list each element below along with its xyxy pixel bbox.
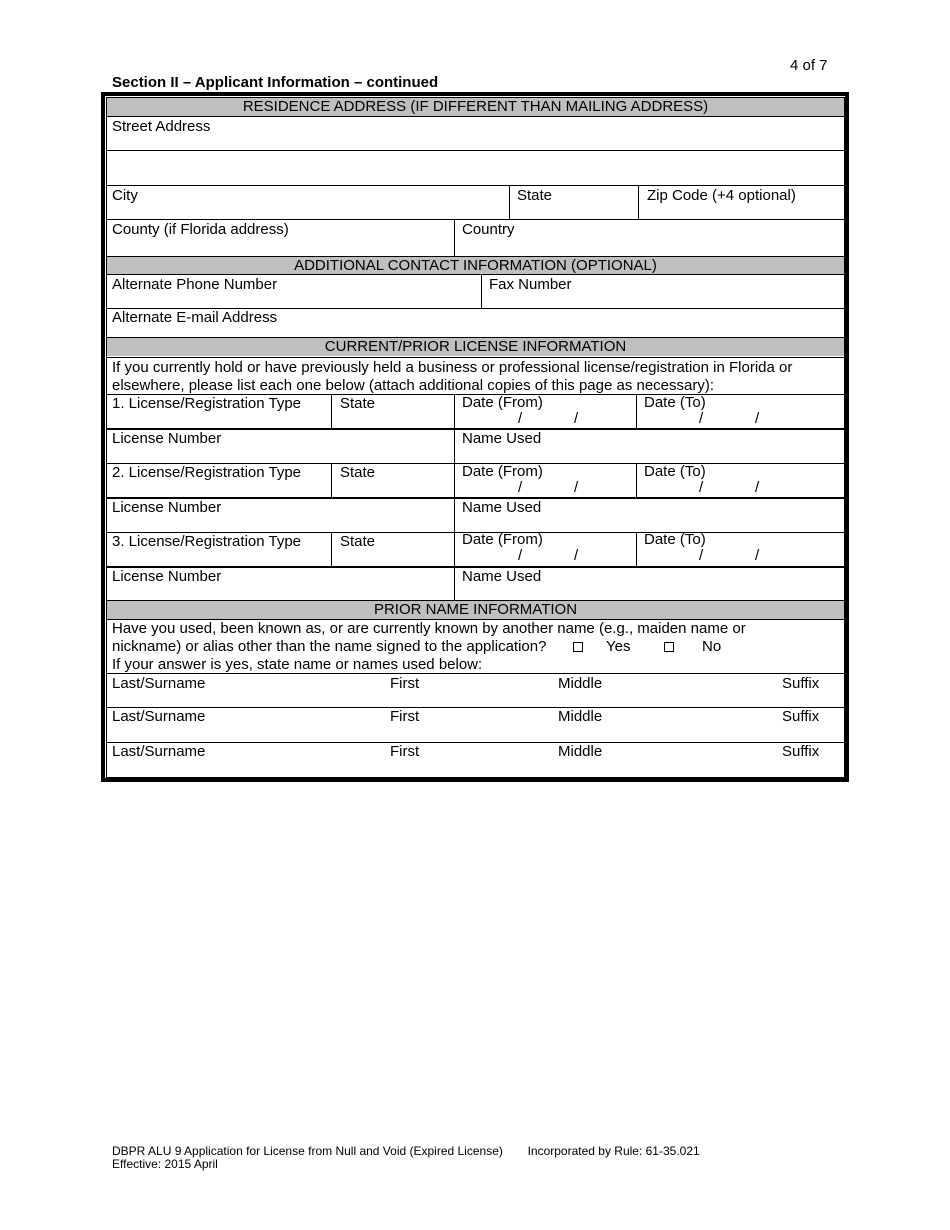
yes-checkbox[interactable]	[573, 642, 583, 652]
license-number-label-3: License Number	[112, 568, 222, 585]
date-to-label-1: Date (To)	[644, 394, 706, 411]
city-field[interactable]	[107, 186, 509, 219]
no-checkbox[interactable]	[664, 642, 674, 652]
country-label: Country	[462, 221, 515, 238]
date-from-sep-2a: /	[518, 479, 523, 496]
street-address-label: Street Address	[112, 118, 211, 135]
license-state-label-1: State	[340, 395, 376, 412]
last-surname-label-1: Last/Surname	[112, 675, 206, 692]
license-row-2[interactable]	[107, 464, 844, 497]
county-label: County (if Florida address)	[112, 221, 289, 238]
state-label: State	[517, 187, 553, 204]
prior-name-row-1[interactable]	[107, 674, 844, 707]
date-to-label-3: Date (To)	[644, 531, 706, 548]
footer-effective: Effective: 2015 April	[112, 1157, 218, 1171]
last-surname-label-2: Last/Surname	[112, 708, 206, 725]
date-from-label-2: Date (From)	[462, 463, 543, 480]
contact-header: ADDITIONAL CONTACT INFORMATION (OPTIONAL)	[107, 257, 844, 275]
date-to-sep-3a: /	[699, 547, 704, 564]
license-type-label-3: 3. License/Registration Type	[112, 533, 302, 550]
date-from-sep-3b: /	[574, 547, 579, 564]
prior-name-row-2[interactable]	[107, 708, 844, 741]
suffix-label-1: Suffix	[782, 675, 820, 692]
suffix-label-3: Suffix	[782, 743, 820, 760]
license-instructions-line2: elsewhere, please list each one below (attach additional copies of this page as necessary):	[112, 377, 715, 394]
fax-label: Fax Number	[489, 276, 572, 293]
alt-phone-label: Alternate Phone Number	[112, 276, 278, 293]
county-field[interactable]	[107, 220, 454, 256]
date-from-sep-2b: /	[574, 479, 579, 496]
license-row-3[interactable]	[107, 533, 844, 566]
last-surname-label-3: Last/Surname	[112, 743, 206, 760]
middle-label-2: Middle	[558, 708, 603, 725]
city-label: City	[112, 187, 138, 204]
license-number-row-1[interactable]	[107, 430, 844, 462]
license-state-label-3: State	[340, 533, 376, 550]
date-to-sep-1a: /	[699, 410, 704, 427]
license-number-label-2: License Number	[112, 499, 222, 516]
date-to-label-2: Date (To)	[644, 463, 706, 480]
middle-label-3: Middle	[558, 743, 603, 760]
zip-field[interactable]	[639, 186, 844, 219]
prior-name-question-line1: Have you used, been known as, or are currently known by another name (e.g., maiden name or	[112, 620, 746, 637]
license-type-label-2: 2. License/Registration Type	[112, 464, 302, 481]
license-state-label-2: State	[340, 464, 376, 481]
date-from-sep-1b: /	[574, 410, 579, 427]
footer	[112, 1145, 700, 1171]
date-from-sep-3a: /	[518, 547, 523, 564]
alt-phone-field[interactable]	[107, 275, 481, 308]
date-from-label-3: Date (From)	[462, 531, 543, 548]
section-title: Section II – Applicant Information – continued	[112, 74, 439, 91]
license-number-label-1: License Number	[112, 430, 222, 447]
prior-name-question-line2: nickname) or alias other than the name signed to the application?	[112, 638, 547, 655]
date-to-sep-2a: /	[699, 479, 704, 496]
date-to-sep-1b: /	[755, 410, 760, 427]
prior-name-row-3[interactable]	[107, 743, 844, 777]
license-instructions-line1: If you currently hold or have previously held a business or professional license/registration in Florida or	[112, 359, 793, 376]
license-row-1[interactable]	[107, 395, 844, 428]
page-number: 4 of 7	[790, 57, 828, 74]
residence-header: RESIDENCE ADDRESS (IF DIFFERENT THAN MAILING ADDRESS)	[107, 98, 844, 116]
alt-email-field[interactable]	[107, 309, 844, 337]
zip-label: Zip Code (+4 optional)	[647, 187, 796, 204]
license-type-label-1: 1. License/Registration Type	[112, 395, 302, 412]
prior-name-header: PRIOR NAME INFORMATION	[107, 601, 844, 619]
name-used-label-2: Name Used	[462, 499, 542, 516]
first-label-3: First	[390, 743, 420, 760]
state-field[interactable]	[510, 186, 638, 219]
no-label: No	[702, 638, 722, 655]
first-label-1: First	[390, 675, 420, 692]
date-from-sep-1a: /	[518, 410, 523, 427]
date-to-sep-2b: /	[755, 479, 760, 496]
date-from-label-1: Date (From)	[462, 394, 543, 411]
country-field[interactable]	[455, 220, 844, 256]
alt-email-label: Alternate E-mail Address	[112, 309, 278, 326]
date-to-sep-3b: /	[755, 547, 760, 564]
license-number-row-2[interactable]	[107, 499, 844, 531]
name-used-label-3: Name Used	[462, 568, 542, 585]
license-header: CURRENT/PRIOR LICENSE INFORMATION	[107, 338, 844, 356]
footer-rule: Incorporated by Rule: 61-35.021	[527, 1144, 700, 1158]
name-used-label-1: Name Used	[462, 430, 542, 447]
middle-label-1: Middle	[558, 675, 603, 692]
prior-name-instruction: If your answer is yes, state name or names used below:	[112, 656, 483, 673]
footer-form-name: DBPR ALU 9 Application for License from Null and Void (Expired License)	[112, 1144, 503, 1158]
license-number-row-3[interactable]	[107, 568, 844, 600]
yes-label: Yes	[606, 638, 631, 655]
first-label-2: First	[390, 708, 420, 725]
fax-field[interactable]	[482, 275, 844, 308]
suffix-label-2: Suffix	[782, 708, 820, 725]
